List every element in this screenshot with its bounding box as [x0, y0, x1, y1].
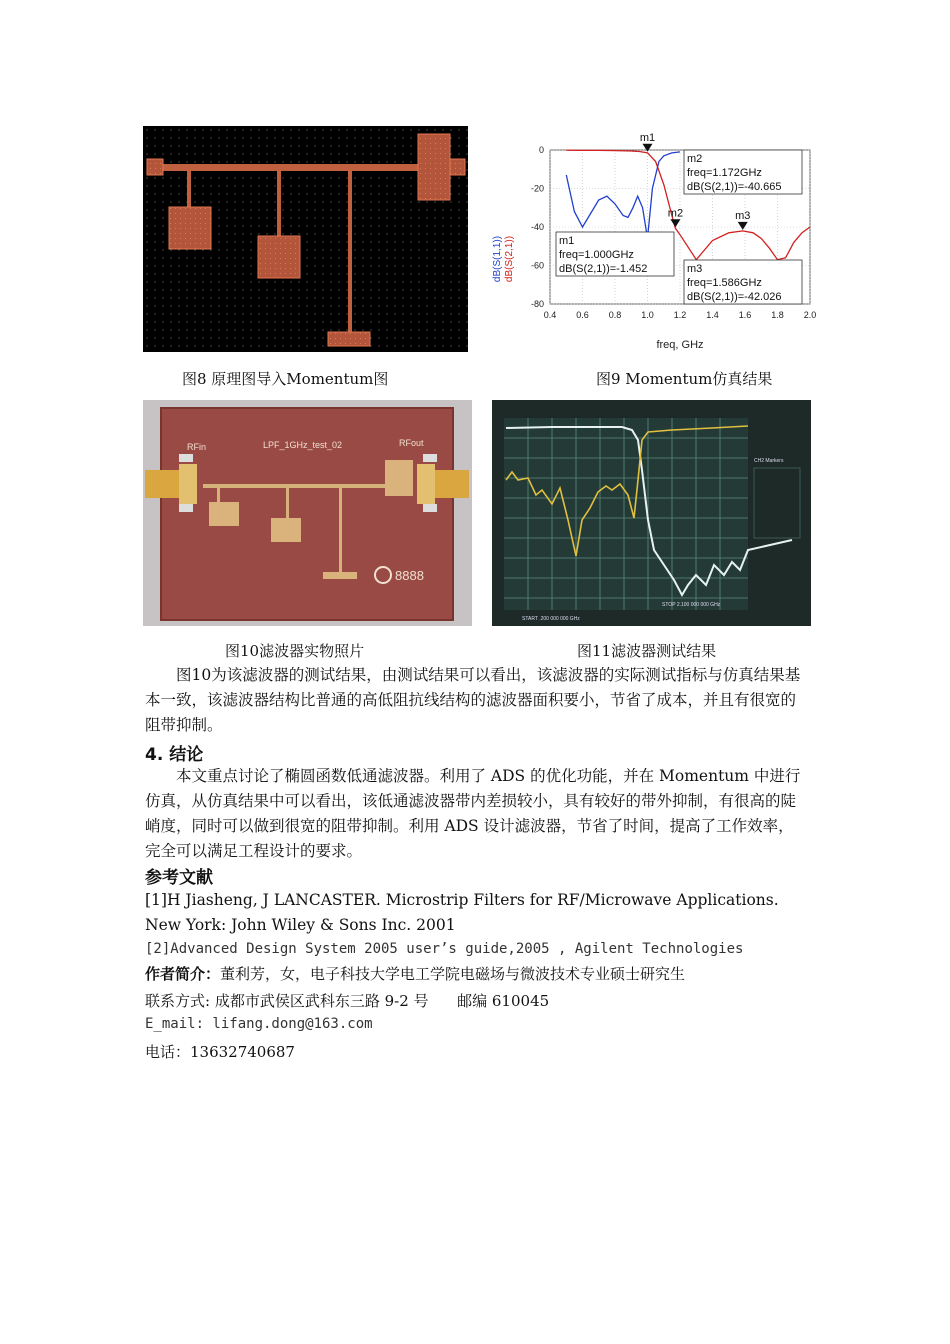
figure-10-caption: 图10滤波器实物照片	[225, 642, 365, 660]
x-tick-label: 1.2	[673, 310, 687, 320]
marker-m1-freq: freq=1.000GHz	[559, 249, 634, 261]
figure-9-chart	[490, 124, 825, 354]
marker-m2-tag: m2	[667, 207, 684, 220]
y-tick-labels	[531, 145, 544, 309]
rfin-label: RFin	[187, 442, 207, 452]
figure-8-caption: 图8 原理图导入Momentum图	[182, 370, 389, 388]
marker-m3-value: dB(S(2,1))=-42.026	[687, 291, 782, 303]
y-tick-label: -40	[530, 222, 544, 232]
section-title-conclusion: 4. 结论	[145, 745, 204, 765]
x-tick-label: 1.0	[641, 310, 654, 320]
marker-m2-freq: freq=1.172GHz	[687, 167, 762, 179]
momentum-layout-image	[143, 126, 468, 352]
marker-m3-name: m3	[687, 263, 703, 275]
paragraph-conclusion: 本文重点讨论了椭圆函数低通滤波器。利用了 ADS 的优化功能，并在 Momentum 中进行仿真，从仿真结果中可以看出，该低通滤波器带内差损较小，具有较好的带外抑制，有很高的陡峭度，同时可以做到很宽的阻带抑制。利用 ADS 设计滤波器，节省了时间，提高了工作效率，完全可以满足工程设计的要求。	[145, 767, 801, 860]
marker-m2-name: m2	[687, 153, 703, 165]
y-tick-label: -60	[530, 260, 544, 271]
marker-m3-freq: freq=1.586GHz	[687, 277, 762, 289]
email-line: E_mail: lifang.dong@163.com	[145, 1016, 373, 1032]
s-parameter-chart	[490, 124, 825, 354]
figure-9-caption: 图9 Momentum仿真结果	[596, 370, 773, 388]
stop-label: STOP 2.100 000 000 GHz	[662, 602, 721, 608]
x-tick-label: 0.4	[543, 310, 557, 320]
marker-m3-tag: m3	[735, 209, 751, 222]
filter-board-photo	[143, 400, 472, 626]
board-label: LPF_1GHz_test_02	[263, 440, 343, 450]
contact-info: 联系方式: 成都市武侯区武科东三路 9-2 号 邮编 610045	[145, 992, 550, 1010]
start-label: START .200 000 000 GHz	[522, 616, 580, 622]
figure-11-caption: 图11滤波器测试结果	[577, 642, 717, 660]
x-tick-labels	[544, 310, 817, 320]
author-text: 董利芳，女，电子科技大学电工学院电磁场与微波技术专业硕士研究生	[220, 965, 686, 983]
logo-text: 8888	[395, 568, 424, 583]
figure-11-photo	[492, 400, 811, 626]
x-tick-label: 1.8	[771, 310, 784, 320]
x-tick-label: 1.4	[706, 310, 719, 320]
figure-10-photo	[143, 400, 472, 626]
paragraph-results: 图10为该滤波器的测试结果，由测试结果可以看出，该滤波器的实际测试指标与仿真结果基本一致，该滤波器结构比普通的高低阻抗线结构的滤波器面积要小，节省了成本，并且有很宽的阻带抑制。	[145, 666, 801, 734]
x-tick-label: 0.6	[576, 310, 589, 320]
y-axis-label-s11: dB(S(1,1))	[492, 235, 503, 283]
references-title: 参考文献	[145, 868, 213, 888]
marker-m1-name: m1	[559, 235, 575, 247]
x-axis-label: freq, GHz	[656, 339, 704, 351]
figure-8-layout	[143, 126, 468, 352]
marker-m2-value: dB(S(2,1))=-40.665	[687, 181, 782, 193]
author-label: 作者简介：	[145, 965, 221, 983]
x-tick-label: 1.6	[738, 310, 752, 320]
author-intro	[145, 963, 685, 984]
phone-line: 电话：13632740687	[145, 1043, 295, 1061]
x-tick-label: 2.0	[803, 310, 817, 320]
y-tick-label: 0	[538, 145, 544, 155]
marker-m1-value: dB(S(2,1))=-1.452	[559, 263, 648, 275]
reference-2: [2]Advanced Design System 2005 user’s guide,2005 , Agilent Technologies	[145, 941, 744, 957]
reference-1: [1]H Jiasheng, J LANCASTER. Microstrip Filters for RF/Microwave Applications. New York: John Wiley & Sons Inc. 2001	[145, 891, 779, 934]
y-tick-label: -80	[530, 299, 544, 309]
marker-m1-tag: m1	[639, 131, 656, 144]
marker-panel-title: CH2 Markers	[754, 458, 784, 464]
y-axis-label-s21: dB(S(2,1))	[504, 235, 515, 283]
y-tick-label: -20	[530, 183, 544, 194]
network-analyzer-photo	[492, 400, 811, 626]
x-tick-label: 0.8	[608, 310, 622, 320]
rfout-label: RFout	[399, 438, 424, 448]
